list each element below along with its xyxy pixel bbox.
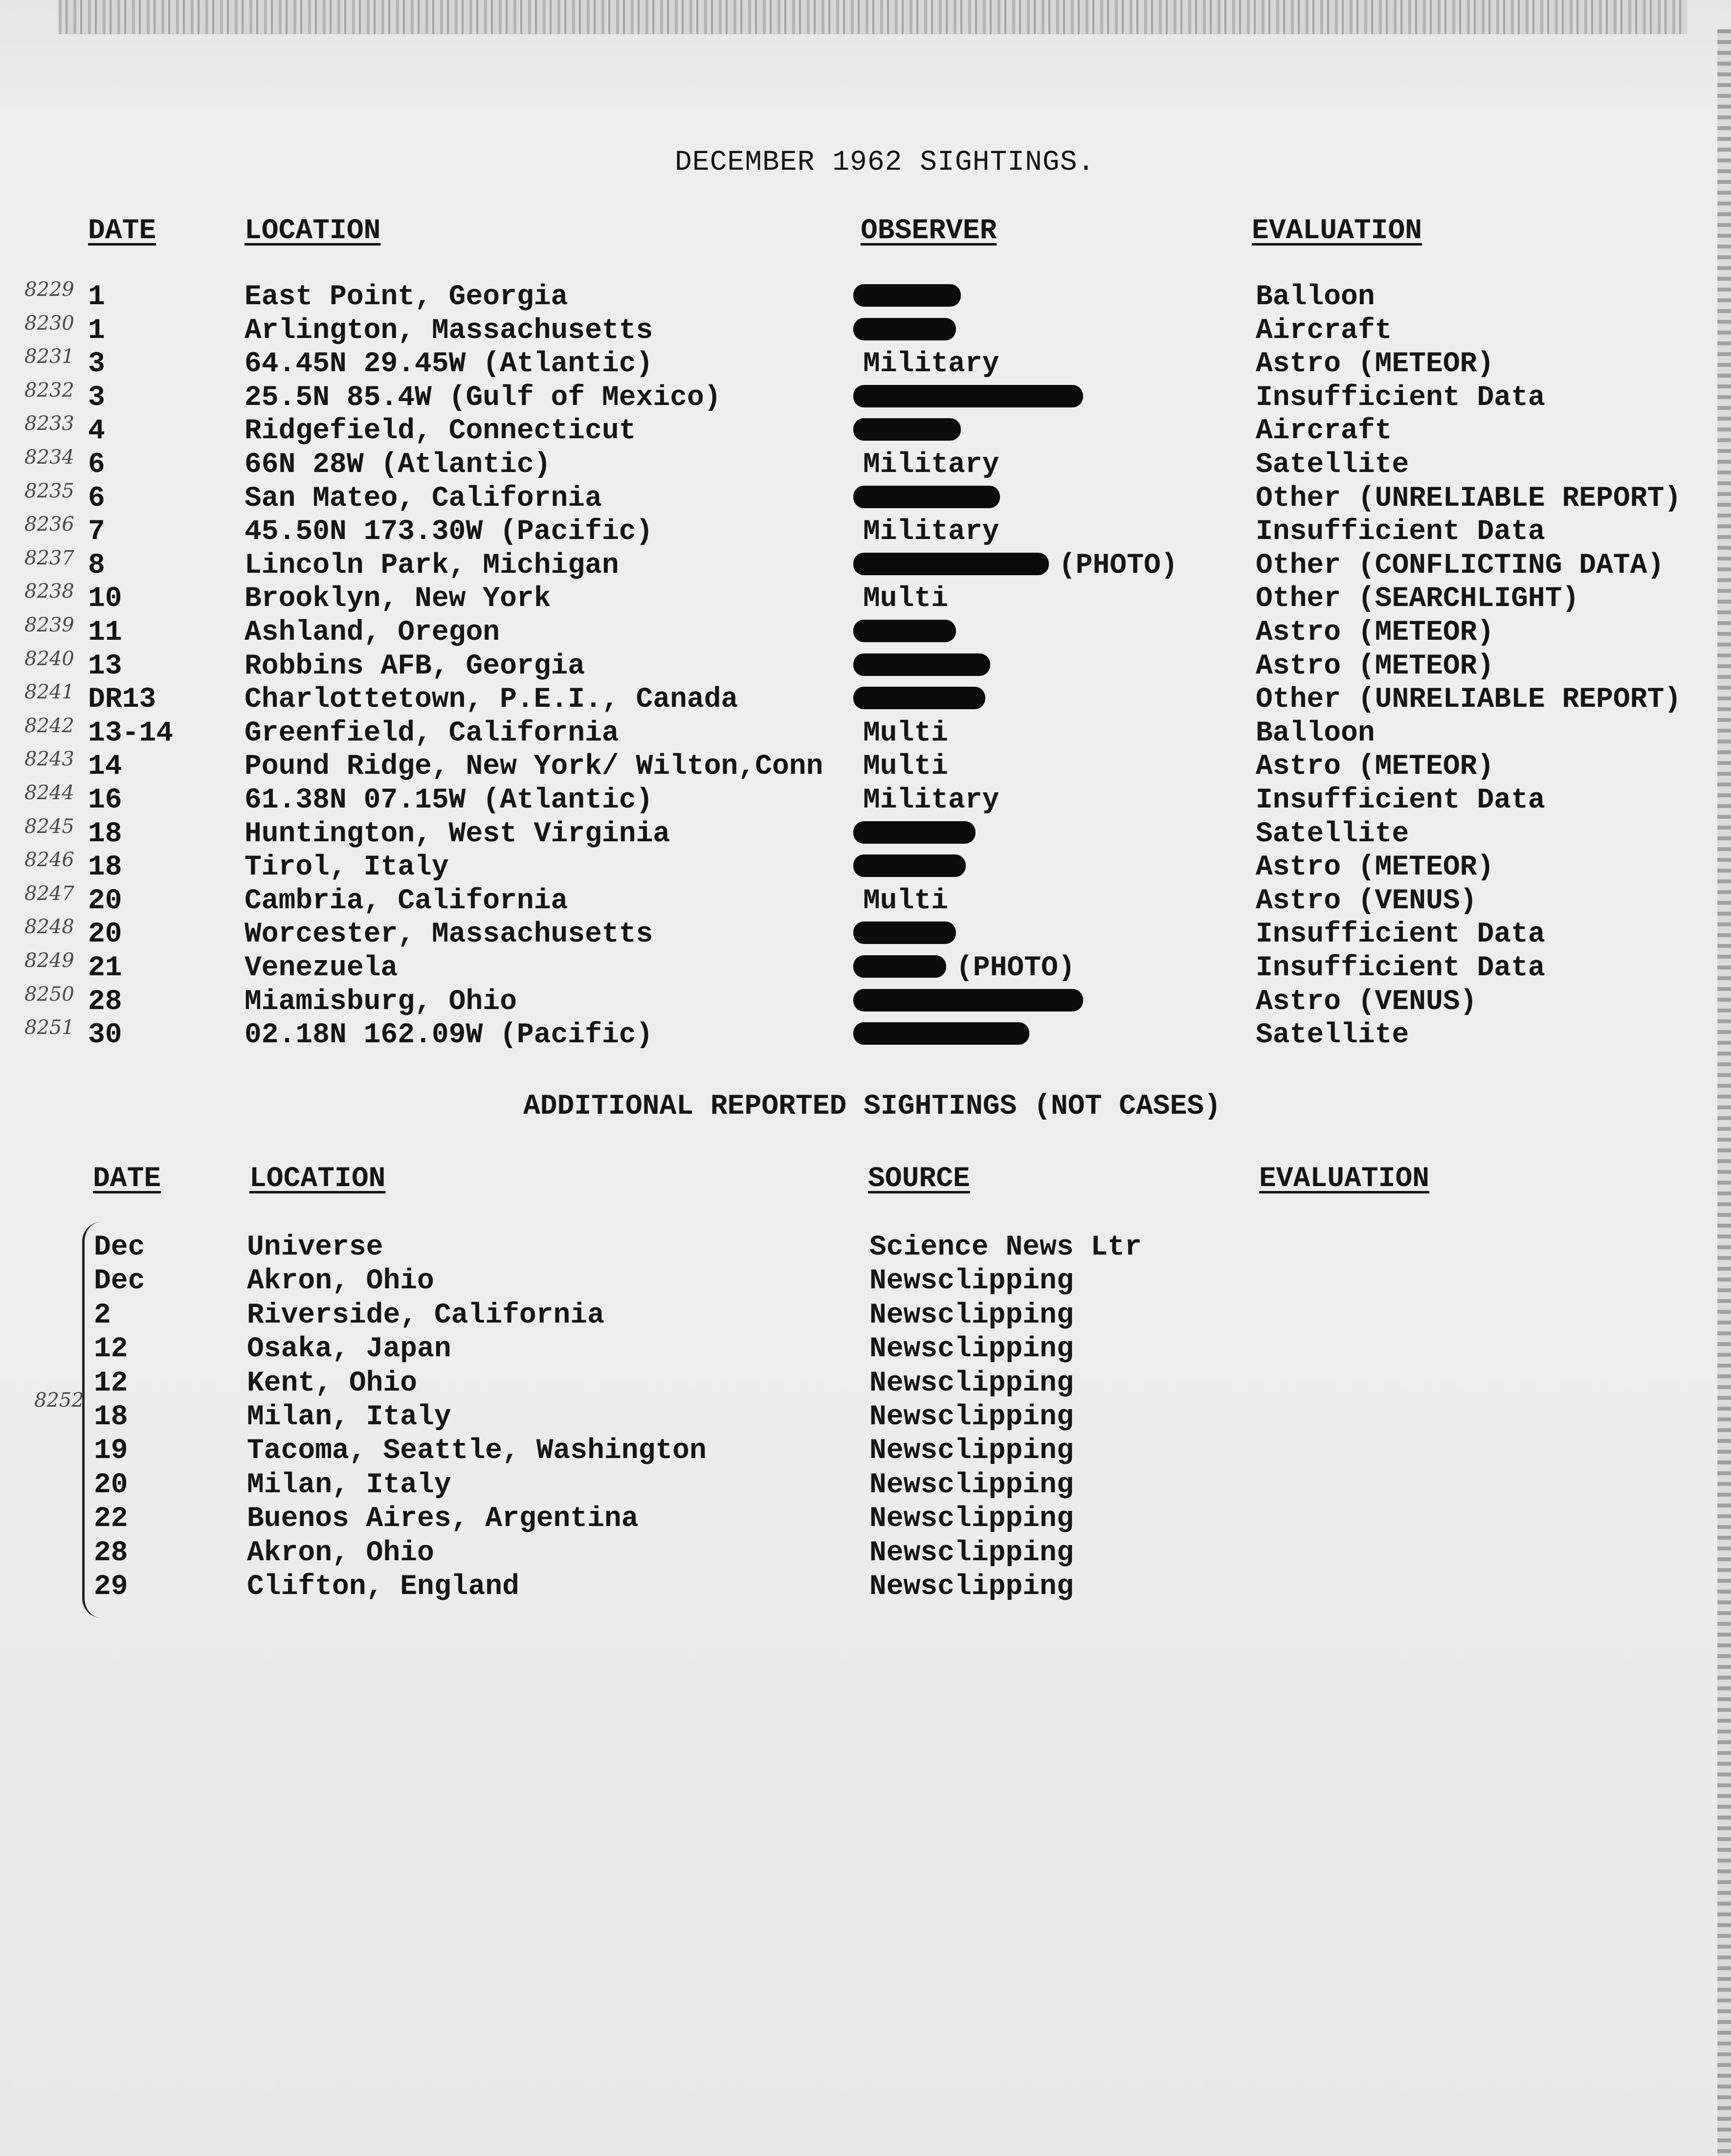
case-number: 8238 <box>24 580 74 603</box>
header-evaluation: EVALUATION <box>1252 215 1422 247</box>
additional-date: 12 <box>94 1367 128 1399</box>
additional-date: Dec <box>94 1232 145 1263</box>
row-date: 13-14 <box>88 717 174 749</box>
additional-date: Dec <box>94 1265 145 1298</box>
row-observer: Multi <box>863 717 949 749</box>
row-evaluation: Insufficient Data <box>1256 516 1545 548</box>
row-evaluation: Insufficient Data <box>1256 382 1545 414</box>
additional-date: 19 <box>94 1435 128 1467</box>
row-location: Robbins AFB, Georgia <box>244 650 585 682</box>
list-item <box>0 1537 1731 1571</box>
row-location: Cambria, California <box>244 885 568 917</box>
row-location: 61.38N 07.15W (Atlantic) <box>244 785 653 816</box>
case-number: 8251 <box>24 1016 74 1039</box>
row-observer: Military <box>863 348 999 381</box>
row-evaluation: Astro (VENUS) <box>1256 986 1477 1018</box>
list-item <box>0 1401 1731 1435</box>
redaction-mark <box>853 854 966 877</box>
additional-date: 12 <box>94 1333 128 1366</box>
row-date: DR13 <box>88 684 156 716</box>
additional-location: Buenos Aires, Argentina <box>247 1503 639 1535</box>
row-location: Greenfield, California <box>244 717 619 749</box>
row-evaluation: Aircraft <box>1256 314 1392 347</box>
redaction-mark <box>853 385 1083 407</box>
additional-location: Tacoma, Seattle, Washington <box>247 1435 707 1467</box>
additional-header-evaluation: EVALUATION <box>1259 1163 1430 1195</box>
additional-date: 20 <box>94 1469 128 1501</box>
row-location: East Point, Georgia <box>244 281 568 313</box>
case-number: 8247 <box>24 882 74 905</box>
redaction-mark <box>853 955 946 978</box>
table-row <box>0 379 1731 415</box>
row-evaluation: Astro (METEOR) <box>1256 348 1494 381</box>
row-location: Ashland, Oregon <box>244 617 500 649</box>
list-item <box>0 1571 1731 1604</box>
additional-source: Newsclipping <box>869 1401 1074 1433</box>
additional-source: Newsclipping <box>869 1435 1074 1467</box>
header-location: LOCATION <box>244 215 381 247</box>
row-evaluation: Astro (METEOR) <box>1256 751 1494 783</box>
row-evaluation: Astro (METEOR) <box>1256 617 1494 649</box>
list-item <box>0 1265 1731 1299</box>
table-row <box>0 882 1731 919</box>
additional-date: 18 <box>94 1401 128 1433</box>
row-evaluation: Satellite <box>1256 449 1409 481</box>
row-location: 02.18N 162.09W (Pacific) <box>244 1019 653 1052</box>
table-row <box>0 815 1731 852</box>
row-date: 3 <box>88 382 105 414</box>
redaction-mark <box>853 553 1049 575</box>
row-date: 11 <box>88 617 122 649</box>
case-number: 8236 <box>24 513 74 536</box>
row-observer: Military <box>863 449 999 481</box>
table-row <box>0 479 1731 516</box>
row-date: 18 <box>88 852 122 884</box>
additional-date: 22 <box>94 1503 128 1535</box>
scan-top-edge <box>59 0 1687 34</box>
row-date: 1 <box>88 281 105 313</box>
table-row <box>0 278 1731 314</box>
additional-date: 2 <box>94 1299 111 1331</box>
redaction-mark <box>853 486 1000 508</box>
row-observer: (PHOTO) <box>956 952 1075 984</box>
row-evaluation: Other (UNRELIABLE REPORT) <box>1256 482 1682 515</box>
list-item <box>0 1435 1731 1468</box>
additional-header-date: DATE <box>93 1163 161 1195</box>
additional-location: Milan, Italy <box>247 1401 451 1433</box>
row-evaluation: Insufficient Data <box>1256 952 1545 984</box>
redaction-mark <box>853 318 956 340</box>
additional-source: Newsclipping <box>869 1333 1074 1366</box>
row-observer: (PHOTO) <box>1059 549 1178 582</box>
row-evaluation: Aircraft <box>1256 415 1392 448</box>
row-evaluation: Satellite <box>1256 818 1409 850</box>
case-number: 8242 <box>24 714 74 737</box>
additional-source: Newsclipping <box>869 1503 1074 1535</box>
additional-source: Newsclipping <box>869 1469 1074 1501</box>
row-evaluation: Other (CONFLICTING DATA) <box>1256 549 1664 582</box>
row-evaluation: Other (SEARCHLIGHT) <box>1256 583 1579 615</box>
row-date: 14 <box>88 751 122 783</box>
table-row <box>0 681 1731 717</box>
row-date: 16 <box>88 785 122 816</box>
table-row <box>0 647 1731 684</box>
case-number: 8245 <box>24 815 74 838</box>
row-date: 20 <box>88 919 122 951</box>
case-number: 8246 <box>24 849 74 872</box>
additional-source: Newsclipping <box>869 1571 1074 1603</box>
additional-location: Kent, Ohio <box>247 1367 418 1399</box>
additional-source: Newsclipping <box>869 1367 1074 1399</box>
row-evaluation: Insufficient Data <box>1256 785 1545 816</box>
additional-case-number: 8252 <box>34 1389 84 1412</box>
row-observer: Multi <box>863 751 949 783</box>
row-location: 66N 28W (Atlantic) <box>244 449 551 481</box>
case-number: 8239 <box>24 614 74 636</box>
list-item <box>0 1469 1731 1503</box>
additional-location: Riverside, California <box>247 1299 604 1331</box>
additional-source: Newsclipping <box>869 1537 1074 1569</box>
row-evaluation: Insufficient Data <box>1256 919 1545 951</box>
row-evaluation: Astro (METEOR) <box>1256 650 1494 682</box>
list-item <box>0 1368 1731 1401</box>
table-row <box>0 849 1731 885</box>
table-row <box>0 580 1731 616</box>
row-location: Tirol, Italy <box>244 852 449 884</box>
case-number: 8244 <box>24 782 74 804</box>
row-date: 10 <box>88 583 122 615</box>
row-location: 25.5N 85.4W (Gulf of Mexico) <box>244 382 721 414</box>
case-number: 8249 <box>24 949 74 972</box>
row-date: 7 <box>88 516 105 548</box>
row-date: 13 <box>88 650 122 682</box>
case-number: 8234 <box>24 446 74 469</box>
row-observer: Military <box>863 516 999 548</box>
additional-source: Newsclipping <box>869 1265 1074 1298</box>
row-location: Lincoln Park, Michigan <box>244 549 619 582</box>
case-number: 8243 <box>24 748 74 771</box>
row-date: 18 <box>88 818 122 850</box>
header-date: DATE <box>88 215 156 247</box>
redaction-mark <box>853 653 990 676</box>
row-evaluation: Balloon <box>1256 281 1375 313</box>
additional-source: Newsclipping <box>869 1299 1074 1331</box>
table-row <box>0 782 1731 818</box>
case-number: 8237 <box>24 546 74 569</box>
additional-header-source: SOURCE <box>868 1163 970 1195</box>
table-row <box>0 312 1731 348</box>
additional-location: Clifton, England <box>247 1571 519 1603</box>
list-item <box>0 1503 1731 1536</box>
list-item <box>0 1300 1731 1333</box>
row-location: Miamisburg, Ohio <box>244 986 517 1018</box>
case-number: 8230 <box>24 312 74 335</box>
row-date: 21 <box>88 952 122 984</box>
table-row <box>0 949 1731 986</box>
table-row <box>0 1016 1731 1053</box>
row-evaluation: Astro (VENUS) <box>1256 885 1477 917</box>
row-observer: Military <box>863 785 999 816</box>
table-row <box>0 446 1731 482</box>
table-row <box>0 513 1731 549</box>
table-row <box>0 546 1731 583</box>
redaction-mark <box>853 284 961 307</box>
redaction-mark <box>853 821 976 844</box>
additional-source: Science News Ltr <box>869 1232 1142 1263</box>
row-date: 8 <box>88 549 105 582</box>
redaction-mark <box>853 989 1083 1011</box>
row-evaluation: Astro (METEOR) <box>1256 852 1494 884</box>
additional-location: Akron, Ohio <box>247 1265 434 1298</box>
list-item <box>0 1232 1731 1265</box>
row-location: Charlottetown, P.E.I., Canada <box>244 684 738 716</box>
case-number: 8232 <box>24 379 74 402</box>
redaction-mark <box>853 418 961 441</box>
row-date: 4 <box>88 415 105 448</box>
case-number: 8235 <box>24 479 74 502</box>
row-location: Arlington, Massachusetts <box>244 314 653 347</box>
redaction-mark <box>853 620 956 642</box>
header-observer: OBSERVER <box>861 215 997 247</box>
row-location: Worcester, Massachusetts <box>244 919 653 951</box>
redaction-mark <box>853 687 985 709</box>
row-location: Venezuela <box>244 952 398 984</box>
page-title: DECEMBER 1962 SIGHTINGS. <box>675 147 1095 179</box>
row-location: Huntington, West Virginia <box>244 818 670 850</box>
case-number: 8231 <box>24 345 74 368</box>
case-number: 8240 <box>24 647 74 670</box>
row-location: Pound Ridge, New York/ Wilton,Conn <box>244 751 823 783</box>
table-row <box>0 714 1731 751</box>
additional-location: Osaka, Japan <box>247 1333 451 1366</box>
case-number: 8241 <box>24 681 74 704</box>
table-row <box>0 412 1731 449</box>
row-date: 3 <box>88 348 105 381</box>
row-location: Brooklyn, New York <box>244 583 551 615</box>
row-date: 20 <box>88 885 122 917</box>
row-evaluation: Satellite <box>1256 1019 1409 1052</box>
table-row <box>0 916 1731 952</box>
row-location: 45.50N 173.30W (Pacific) <box>244 516 653 548</box>
row-date: 1 <box>88 314 105 347</box>
case-number: 8248 <box>24 916 74 939</box>
additional-location: Universe <box>247 1232 383 1263</box>
row-evaluation: Other (UNRELIABLE REPORT) <box>1256 684 1682 716</box>
row-location: San Mateo, California <box>244 482 602 515</box>
row-date: 28 <box>88 986 122 1018</box>
table-row <box>0 345 1731 382</box>
additional-location: Akron, Ohio <box>247 1537 434 1569</box>
row-evaluation: Balloon <box>1256 717 1375 749</box>
row-location: 64.45N 29.45W (Atlantic) <box>244 348 653 381</box>
case-number: 8233 <box>24 412 74 435</box>
row-observer: Multi <box>863 885 949 917</box>
row-date: 6 <box>88 449 105 481</box>
additional-date: 28 <box>94 1537 128 1569</box>
additional-section-title: ADDITIONAL REPORTED SIGHTINGS (NOT CASES) <box>523 1091 1221 1123</box>
list-item <box>0 1333 1731 1367</box>
case-number: 8229 <box>24 278 74 301</box>
redaction-mark <box>853 1022 1029 1045</box>
table-row <box>0 748 1731 784</box>
additional-date: 29 <box>94 1571 128 1603</box>
additional-location: Milan, Italy <box>247 1469 451 1501</box>
row-date: 6 <box>88 482 105 515</box>
table-row <box>0 983 1731 1019</box>
row-date: 30 <box>88 1019 122 1052</box>
additional-header-location: LOCATION <box>249 1163 386 1195</box>
row-location: Ridgefield, Connecticut <box>244 415 636 448</box>
redaction-mark <box>853 921 956 944</box>
row-observer: Multi <box>863 583 949 615</box>
case-number: 8250 <box>24 983 74 1006</box>
table-row <box>0 614 1731 650</box>
